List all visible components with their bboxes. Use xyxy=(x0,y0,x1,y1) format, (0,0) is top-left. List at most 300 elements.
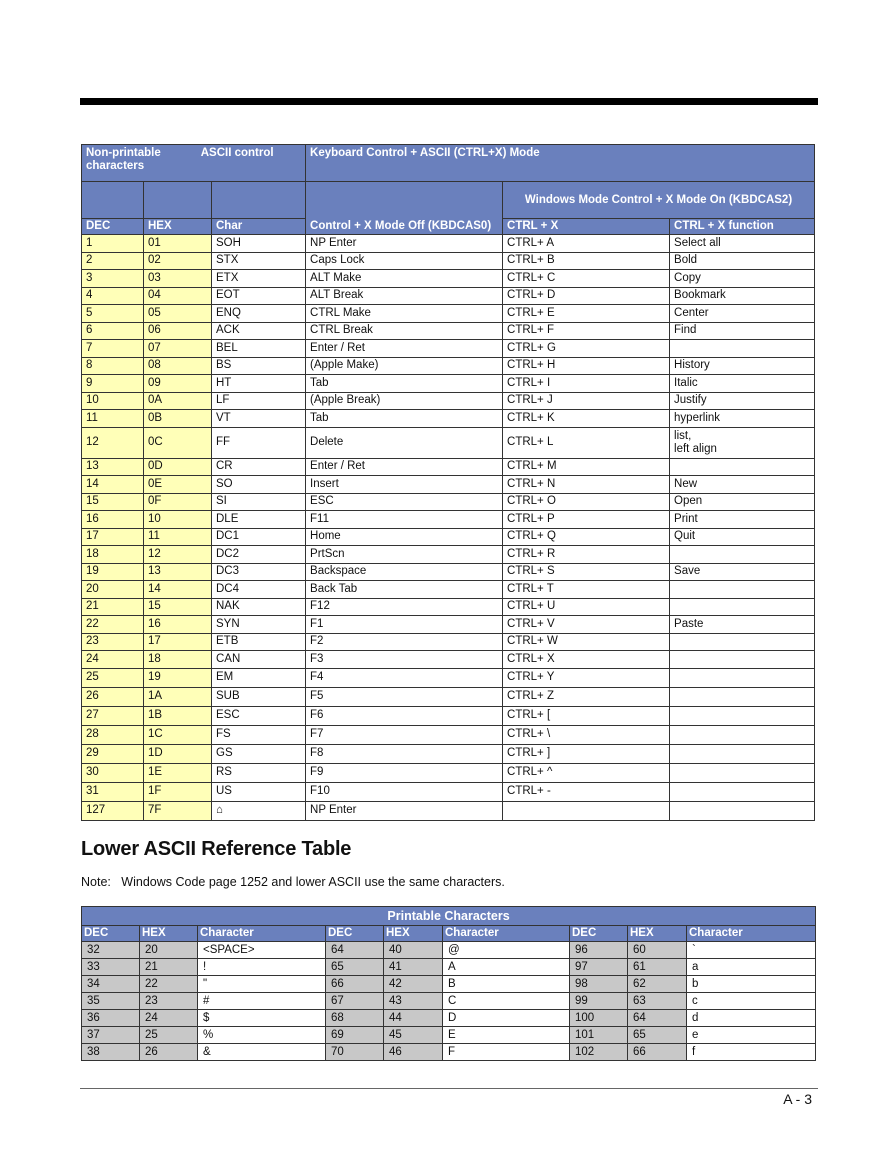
cell-char: ACK xyxy=(212,322,306,340)
cell-dec: 67 xyxy=(326,993,384,1010)
table-row xyxy=(82,546,815,564)
cell-character: & xyxy=(198,1044,326,1061)
cell-hex: 14 xyxy=(144,581,212,599)
table-row xyxy=(82,993,816,1010)
cell-ctrl-x-function: list, left align xyxy=(670,427,815,458)
cell-hex: 0A xyxy=(144,392,212,410)
cell-hex: 42 xyxy=(384,976,443,993)
cell-hex: 25 xyxy=(140,1027,198,1044)
cell-ctrl-x: CTRL+ O xyxy=(503,493,670,511)
cell-dec: 38 xyxy=(82,1044,140,1061)
cell-dec: 8 xyxy=(82,357,144,375)
cell-dec: 27 xyxy=(82,706,144,725)
cell-hex: 0D xyxy=(144,458,212,476)
reference-note: Note: Windows Code page 1252 and lower ASCII use the same characters. xyxy=(81,875,505,889)
cell-character: $ xyxy=(198,1010,326,1027)
cell-char: BS xyxy=(212,357,306,375)
cell-ctrl-x-function: Italic xyxy=(670,375,815,393)
cell-char: CAN xyxy=(212,651,306,669)
cell-hex: 0C xyxy=(144,427,212,458)
cell-ctrl-x: CTRL+ Y xyxy=(503,668,670,687)
table-row xyxy=(82,270,815,288)
table-row xyxy=(82,563,815,581)
cell-mode-off: Enter / Ret xyxy=(306,458,503,476)
nonprintable-label: Non-printable xyxy=(86,147,161,159)
cell-hex: 17 xyxy=(144,633,212,651)
col-header-ctrl-x-function: CTRL + X function xyxy=(670,219,815,235)
table-row xyxy=(82,410,815,428)
cell-ctrl-x-function: Open xyxy=(670,493,815,511)
cell-ctrl-x: CTRL+ S xyxy=(503,563,670,581)
cell-dec: 13 xyxy=(82,458,144,476)
cell-character: F xyxy=(443,1044,570,1061)
cell-ctrl-x-function xyxy=(670,744,815,763)
ctrl-ascii-table xyxy=(81,144,815,821)
table-row xyxy=(82,322,815,340)
cell-ctrl-x: CTRL+ N xyxy=(503,476,670,494)
cell-hex: 08 xyxy=(144,357,212,375)
cell-hex: 64 xyxy=(628,1010,687,1027)
cell-ctrl-x-function: Center xyxy=(670,305,815,323)
cell-hex: 61 xyxy=(628,959,687,976)
cell-mode-off: Caps Lock xyxy=(306,252,503,270)
cell-ctrl-x: CTRL+ \ xyxy=(503,725,670,744)
table-row xyxy=(82,511,815,529)
cell-dec: 69 xyxy=(326,1027,384,1044)
cell-ctrl-x: CTRL+ T xyxy=(503,581,670,599)
cell-hex: 12 xyxy=(144,546,212,564)
cell-character: <SPACE> xyxy=(198,942,326,959)
col-header-hex: HEX xyxy=(628,926,687,942)
cell-ctrl-x: CTRL+ ^ xyxy=(503,763,670,782)
cell-hex: 06 xyxy=(144,322,212,340)
cell-dec: 16 xyxy=(82,511,144,529)
cell-character: a xyxy=(687,959,816,976)
cell-hex: 21 xyxy=(140,959,198,976)
cell-char: LF xyxy=(212,392,306,410)
cell-ctrl-x: CTRL+ P xyxy=(503,511,670,529)
table-row xyxy=(82,493,815,511)
cell-dec: 127 xyxy=(82,801,144,820)
table-row xyxy=(82,528,815,546)
cell-hex: 1C xyxy=(144,725,212,744)
cell-character: ` xyxy=(687,942,816,959)
cell-ctrl-x: CTRL+ D xyxy=(503,287,670,305)
cell-ctrl-x: CTRL+ G xyxy=(503,340,670,358)
table-row xyxy=(82,942,816,959)
cell-char: VT xyxy=(212,410,306,428)
cell-hex: 63 xyxy=(628,993,687,1010)
cell-ctrl-x-function xyxy=(670,801,815,820)
cell-character: D xyxy=(443,1010,570,1027)
table-row xyxy=(82,633,815,651)
cell-ctrl-x-function xyxy=(670,581,815,599)
cell-character: b xyxy=(687,976,816,993)
cell-mode-off: F8 xyxy=(306,744,503,763)
cell-dec: 97 xyxy=(570,959,628,976)
cell-hex: 46 xyxy=(384,1044,443,1061)
cell-char: BEL xyxy=(212,340,306,358)
cell-char: ETX xyxy=(212,270,306,288)
cell-hex: 11 xyxy=(144,528,212,546)
cell-hex: 19 xyxy=(144,668,212,687)
col-header-character: Character xyxy=(198,926,326,942)
cell-dec: 96 xyxy=(570,942,628,959)
keyboard-mode-header: Keyboard Control + ASCII (CTRL+X) Mode xyxy=(306,145,815,182)
cell-dec: 98 xyxy=(570,976,628,993)
cell-dec: 23 xyxy=(82,633,144,651)
cell-dec: 31 xyxy=(82,782,144,801)
cell-ctrl-x-function xyxy=(670,340,815,358)
cell-ctrl-x-function: Justify xyxy=(670,392,815,410)
cell-char: HT xyxy=(212,375,306,393)
table-row xyxy=(82,725,815,744)
table-row xyxy=(82,476,815,494)
cell-dec: 17 xyxy=(82,528,144,546)
cell-ctrl-x-function: Save xyxy=(670,563,815,581)
table-row xyxy=(82,976,816,993)
bottom-rule xyxy=(80,1088,818,1089)
table-row xyxy=(82,959,816,976)
table-row xyxy=(82,598,815,616)
cell-dec: 20 xyxy=(82,581,144,599)
cell-dec: 2 xyxy=(82,252,144,270)
characters-label: characters xyxy=(86,160,145,172)
cell-dec: 28 xyxy=(82,725,144,744)
col-header-character: Character xyxy=(443,926,570,942)
cell-character: C xyxy=(443,993,570,1010)
cell-mode-off: CTRL Break xyxy=(306,322,503,340)
cell-mode-off: F2 xyxy=(306,633,503,651)
cell-char: SYN xyxy=(212,616,306,634)
cell-hex: 65 xyxy=(628,1027,687,1044)
cell-char: ESC xyxy=(212,706,306,725)
cell-ctrl-x: CTRL+ V xyxy=(503,616,670,634)
col-header-dec: DEC xyxy=(570,926,628,942)
cell-char: NAK xyxy=(212,598,306,616)
cell-hex: 45 xyxy=(384,1027,443,1044)
table-row xyxy=(82,375,815,393)
cell-dec: 32 xyxy=(82,942,140,959)
cell-hex: 1D xyxy=(144,744,212,763)
cell-ctrl-x-function xyxy=(670,763,815,782)
cell-ctrl-x-function: hyperlink xyxy=(670,410,815,428)
col-header-dec: DEC xyxy=(82,219,144,235)
cell-hex: 7F xyxy=(144,801,212,820)
table-row xyxy=(82,668,815,687)
cell-dec: 21 xyxy=(82,598,144,616)
cell-character: c xyxy=(687,993,816,1010)
cell-mode-off: ALT Break xyxy=(306,287,503,305)
cell-character: ! xyxy=(198,959,326,976)
cell-ctrl-x: CTRL+ C xyxy=(503,270,670,288)
cell-character: # xyxy=(198,993,326,1010)
cell-char: SO xyxy=(212,476,306,494)
cell-ctrl-x: CTRL+ ] xyxy=(503,744,670,763)
table-row xyxy=(82,252,815,270)
cell-ctrl-x-function: Paste xyxy=(670,616,815,634)
table-row xyxy=(82,1010,816,1027)
table-row xyxy=(82,427,815,458)
col-header-hex: HEX xyxy=(384,926,443,942)
table-row xyxy=(82,581,815,599)
cell-dec: 29 xyxy=(82,744,144,763)
col-header-hex: HEX xyxy=(144,219,212,235)
cell-char: DC4 xyxy=(212,581,306,599)
cell-hex: 1E xyxy=(144,763,212,782)
cell-dec: 14 xyxy=(82,476,144,494)
cell-mode-off: ALT Make xyxy=(306,270,503,288)
cell-mode-off: F5 xyxy=(306,687,503,706)
cell-hex: 07 xyxy=(144,340,212,358)
cell-hex: 05 xyxy=(144,305,212,323)
cell-ctrl-x: CTRL+ Z xyxy=(503,687,670,706)
cell-ctrl-x: CTRL+ B xyxy=(503,252,670,270)
cell-hex: 16 xyxy=(144,616,212,634)
table-row xyxy=(82,458,815,476)
cell-dec: 10 xyxy=(82,392,144,410)
table-row xyxy=(82,287,815,305)
cell-ctrl-x: CTRL+ M xyxy=(503,458,670,476)
cell-mode-off: CTRL Make xyxy=(306,305,503,323)
cell-mode-off: F10 xyxy=(306,782,503,801)
cell-char: US xyxy=(212,782,306,801)
cell-ctrl-x-function: Bookmark xyxy=(670,287,815,305)
cell-dec: 26 xyxy=(82,687,144,706)
cell-hex: 24 xyxy=(140,1010,198,1027)
cell-dec: 33 xyxy=(82,959,140,976)
cell-mode-off: F7 xyxy=(306,725,503,744)
cell-mode-off: F9 xyxy=(306,763,503,782)
cell-ctrl-x-function xyxy=(670,651,815,669)
cell-character: e xyxy=(687,1027,816,1044)
table-row xyxy=(82,763,815,782)
cell-hex: 13 xyxy=(144,563,212,581)
cell-hex: 18 xyxy=(144,651,212,669)
cell-mode-off: (Apple Make) xyxy=(306,357,503,375)
cell-dec: 18 xyxy=(82,546,144,564)
cell-mode-off: Insert xyxy=(306,476,503,494)
table-row xyxy=(82,357,815,375)
cell-dec: 102 xyxy=(570,1044,628,1061)
cell-dec: 9 xyxy=(82,375,144,393)
cell-dec: 30 xyxy=(82,763,144,782)
cell-char: STX xyxy=(212,252,306,270)
col-header-mode-off: Control + X Mode Off (KBDCAS0) xyxy=(306,182,503,235)
cell-hex: 10 xyxy=(144,511,212,529)
printable-characters-table xyxy=(81,906,816,1061)
cell-dec: 24 xyxy=(82,651,144,669)
nonprintable-header xyxy=(82,145,306,182)
cell-mode-off: Home xyxy=(306,528,503,546)
header-blank xyxy=(212,182,306,219)
cell-hex: 0B xyxy=(144,410,212,428)
cell-char: RS xyxy=(212,763,306,782)
table-row xyxy=(82,340,815,358)
cell-ctrl-x: CTRL+ [ xyxy=(503,706,670,725)
cell-mode-off: Back Tab xyxy=(306,581,503,599)
cell-character: d xyxy=(687,1010,816,1027)
cell-dec: 99 xyxy=(570,993,628,1010)
table-row xyxy=(82,687,815,706)
cell-ctrl-x: CTRL+ L xyxy=(503,427,670,458)
cell-char: CR xyxy=(212,458,306,476)
cell-dec: 7 xyxy=(82,340,144,358)
cell-hex: 1B xyxy=(144,706,212,725)
cell-mode-off: F12 xyxy=(306,598,503,616)
cell-ctrl-x-function: Copy xyxy=(670,270,815,288)
cell-ctrl-x: CTRL+ W xyxy=(503,633,670,651)
page-number: A - 3 xyxy=(783,1091,812,1107)
cell-char: DC2 xyxy=(212,546,306,564)
cell-hex: 1A xyxy=(144,687,212,706)
cell-dec: 4 xyxy=(82,287,144,305)
cell-hex: 0E xyxy=(144,476,212,494)
cell-char: ETB xyxy=(212,633,306,651)
cell-hex: 1F xyxy=(144,782,212,801)
table-row xyxy=(82,235,815,253)
cell-hex: 26 xyxy=(140,1044,198,1061)
cell-hex: 22 xyxy=(140,976,198,993)
cell-hex: 20 xyxy=(140,942,198,959)
col-header-char: Char xyxy=(212,219,306,235)
cell-ctrl-x: CTRL+ R xyxy=(503,546,670,564)
cell-char: DC3 xyxy=(212,563,306,581)
table-row xyxy=(82,706,815,725)
cell-ctrl-x-function xyxy=(670,725,815,744)
cell-mode-off: Backspace xyxy=(306,563,503,581)
cell-mode-off: F4 xyxy=(306,668,503,687)
ascii-control-label: ASCII control xyxy=(200,147,274,159)
cell-hex: 15 xyxy=(144,598,212,616)
col-header-dec: DEC xyxy=(326,926,384,942)
cell-ctrl-x: CTRL+ F xyxy=(503,322,670,340)
cell-ctrl-x xyxy=(503,801,670,820)
cell-char: GS xyxy=(212,744,306,763)
table-row xyxy=(82,392,815,410)
cell-mode-off: Enter / Ret xyxy=(306,340,503,358)
cell-dec: 64 xyxy=(326,942,384,959)
table-row xyxy=(82,305,815,323)
cell-hex: 02 xyxy=(144,252,212,270)
cell-mode-off: F1 xyxy=(306,616,503,634)
cell-character: @ xyxy=(443,942,570,959)
table-row xyxy=(82,801,815,820)
cell-ctrl-x-function: History xyxy=(670,357,815,375)
col-header-ctrl-x: CTRL + X xyxy=(503,219,670,235)
cell-dec: 25 xyxy=(82,668,144,687)
cell-mode-off: NP Enter xyxy=(306,235,503,253)
cell-dec: 70 xyxy=(326,1044,384,1061)
cell-hex: 0F xyxy=(144,493,212,511)
cell-char: EOT xyxy=(212,287,306,305)
cell-hex: 01 xyxy=(144,235,212,253)
cell-char: FF xyxy=(212,427,306,458)
cell-dec: 5 xyxy=(82,305,144,323)
cell-mode-off: Delete xyxy=(306,427,503,458)
cell-ctrl-x-function: Bold xyxy=(670,252,815,270)
cell-ctrl-x: CTRL+ Q xyxy=(503,528,670,546)
table-row xyxy=(82,651,815,669)
cell-ctrl-x: CTRL+ H xyxy=(503,357,670,375)
cell-dec: 68 xyxy=(326,1010,384,1027)
cell-dec: 37 xyxy=(82,1027,140,1044)
cell-mode-off: Tab xyxy=(306,410,503,428)
cell-ctrl-x-function: Print xyxy=(670,511,815,529)
cell-ctrl-x-function xyxy=(670,706,815,725)
cell-char: ⌂ xyxy=(212,801,306,820)
printable-caption: Printable Characters xyxy=(82,907,816,926)
cell-ctrl-x-function: Quit xyxy=(670,528,815,546)
cell-hex: 03 xyxy=(144,270,212,288)
cell-dec: 19 xyxy=(82,563,144,581)
cell-dec: 22 xyxy=(82,616,144,634)
cell-dec: 11 xyxy=(82,410,144,428)
cell-ctrl-x: CTRL+ A xyxy=(503,235,670,253)
cell-char: ENQ xyxy=(212,305,306,323)
cell-ctrl-x: CTRL+ - xyxy=(503,782,670,801)
cell-ctrl-x: CTRL+ X xyxy=(503,651,670,669)
cell-char: DLE xyxy=(212,511,306,529)
cell-hex: 62 xyxy=(628,976,687,993)
cell-dec: 65 xyxy=(326,959,384,976)
table-row xyxy=(82,744,815,763)
table-row xyxy=(82,616,815,634)
cell-dec: 1 xyxy=(82,235,144,253)
cell-dec: 36 xyxy=(82,1010,140,1027)
cell-hex: 09 xyxy=(144,375,212,393)
cell-dec: 15 xyxy=(82,493,144,511)
cell-char: SUB xyxy=(212,687,306,706)
cell-char: SOH xyxy=(212,235,306,253)
cell-dec: 34 xyxy=(82,976,140,993)
col-header-hex: HEX xyxy=(140,926,198,942)
cell-ctrl-x-function xyxy=(670,668,815,687)
cell-mode-off: F11 xyxy=(306,511,503,529)
cell-dec: 101 xyxy=(570,1027,628,1044)
cell-mode-off: PrtScn xyxy=(306,546,503,564)
cell-character: % xyxy=(198,1027,326,1044)
cell-mode-off: (Apple Break) xyxy=(306,392,503,410)
cell-ctrl-x-function xyxy=(670,633,815,651)
cell-hex: 60 xyxy=(628,942,687,959)
cell-ctrl-x-function: New xyxy=(670,476,815,494)
cell-ctrl-x: CTRL+ I xyxy=(503,375,670,393)
cell-dec: 12 xyxy=(82,427,144,458)
top-rule xyxy=(80,98,818,105)
header-blank xyxy=(82,182,144,219)
cell-ctrl-x: CTRL+ U xyxy=(503,598,670,616)
cell-mode-off: Tab xyxy=(306,375,503,393)
cell-ctrl-x: CTRL+ K xyxy=(503,410,670,428)
cell-character: B xyxy=(443,976,570,993)
col-header-character: Character xyxy=(687,926,816,942)
table-row xyxy=(82,782,815,801)
cell-ctrl-x-function: Find xyxy=(670,322,815,340)
cell-dec: 3 xyxy=(82,270,144,288)
cell-dec: 6 xyxy=(82,322,144,340)
table-row xyxy=(82,1044,816,1061)
cell-mode-off: F3 xyxy=(306,651,503,669)
col-header-dec: DEC xyxy=(82,926,140,942)
cell-character: A xyxy=(443,959,570,976)
cell-ctrl-x: CTRL+ E xyxy=(503,305,670,323)
cell-dec: 66 xyxy=(326,976,384,993)
cell-dec: 35 xyxy=(82,993,140,1010)
cell-hex: 04 xyxy=(144,287,212,305)
cell-hex: 44 xyxy=(384,1010,443,1027)
table-row xyxy=(82,1027,816,1044)
